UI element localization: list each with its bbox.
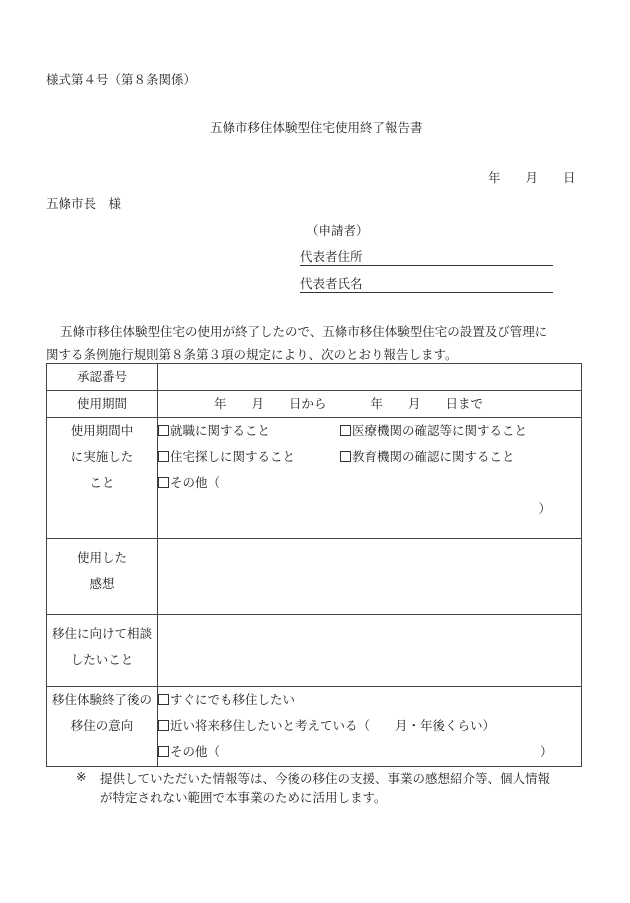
intention-option-line: [158, 739, 581, 765]
activities-options: [158, 418, 582, 539]
activities-option-line: [158, 444, 581, 470]
consultation-label: [47, 615, 158, 687]
activities-label-line: 使用期間中: [70, 423, 134, 438]
consultation-label-line: したいこと: [70, 652, 134, 667]
period-from: 年 月 日から: [214, 396, 327, 411]
impressions-row: [47, 539, 582, 615]
approval-number-row: [47, 364, 582, 391]
activities-label-line: に実施した: [70, 449, 134, 464]
impressions-label-line: 感想: [89, 576, 115, 591]
note-line-1: 提供していただいた情報等は、今後の移住の支援、事業の感想紹介等、個人情報: [100, 771, 551, 786]
impressions-input[interactable]: [158, 539, 582, 615]
intention-label-line: 移住の意向: [70, 718, 134, 733]
activities-other-close: ）: [538, 501, 551, 516]
checkbox-move-near-future[interactable]: [158, 720, 169, 731]
checkbox-jobs[interactable]: [158, 425, 169, 436]
addressee: 五條市長 様: [46, 196, 122, 211]
option-education-label: 教育機関の確認に関すること: [352, 449, 515, 464]
checkbox-medical[interactable]: [340, 425, 351, 436]
usage-period-row: [47, 391, 582, 418]
period-to: 年 月 日まで: [370, 396, 484, 411]
impressions-label: [47, 539, 158, 615]
checkbox-activities-other[interactable]: [158, 477, 169, 488]
intention-option-line: [158, 713, 581, 739]
body-text-line-2: 関する条例施行規則第８条第３項の規定により、次のとおり報告します。: [46, 347, 458, 362]
intention-row: [47, 687, 582, 767]
applicant-name-field: [300, 274, 553, 293]
activities-option-line: [158, 418, 581, 444]
applicant-address-field: [300, 247, 553, 266]
applicant-address-label: 代表者住所: [300, 249, 363, 264]
report-table: [46, 363, 582, 767]
consultation-row: [47, 615, 582, 687]
checkbox-intention-other[interactable]: [158, 746, 169, 757]
option-medical-label: 医療機関の確認等に関すること: [352, 423, 528, 438]
consultation-label-line: 移住に向けて相談: [51, 626, 152, 641]
activities-row: [47, 418, 582, 539]
intention-option-line: [158, 687, 581, 713]
document-title: 五條市移住体験型住宅使用終了報告書: [210, 120, 423, 135]
activities-option-line: [158, 470, 581, 496]
approval-number-value: [158, 364, 582, 391]
checkbox-education[interactable]: [340, 451, 351, 462]
intention-label-line: 移住体験終了後の: [51, 692, 152, 707]
body-text-line-1: 五條市移住体験型住宅の使用が終了したので、五條市移住体験型住宅の設置及び管理に: [60, 324, 548, 339]
note-line-2: が特定されない範囲で本事業のために活用します。: [100, 790, 387, 805]
usage-period-value: [158, 391, 582, 418]
option-housing-label: 住宅探しに関すること: [170, 449, 296, 464]
activities-label: [47, 418, 158, 539]
impressions-label-line: 使用した: [76, 550, 127, 565]
option-move-soon-label: すぐにでも移住したい: [170, 692, 296, 707]
intention-other-close: ）: [540, 744, 553, 759]
approval-number-label: 承認番号: [47, 364, 158, 391]
option-activities-other-label: その他（: [170, 475, 221, 490]
intention-options: [158, 687, 582, 767]
intention-label: [47, 687, 158, 767]
option-move-near-future-label: 近い将来移住したいと考えている（ 月・年後くらい）: [170, 718, 496, 733]
checkbox-housing[interactable]: [158, 451, 169, 462]
applicant-heading: （申請者）: [306, 223, 369, 238]
form-id: 様式第４号（第８条関係）: [46, 72, 197, 87]
consultation-input[interactable]: [158, 615, 582, 687]
date-line: 年 月 日: [488, 170, 576, 185]
applicant-name-label: 代表者氏名: [300, 276, 363, 291]
note-mark: ※: [76, 769, 87, 784]
checkbox-move-soon[interactable]: [158, 694, 169, 705]
usage-period-label: 使用期間: [47, 391, 158, 418]
option-jobs-label: 就職に関すること: [170, 423, 271, 438]
activities-label-line: こと: [89, 475, 115, 490]
option-intention-other-label: その他（: [170, 744, 221, 759]
